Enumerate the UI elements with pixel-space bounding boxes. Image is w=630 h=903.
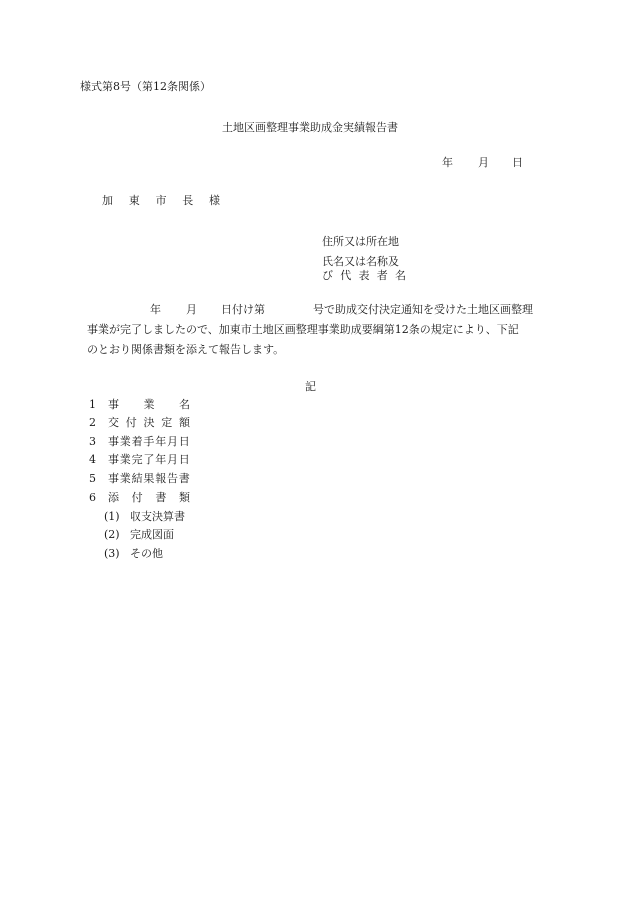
body-date-number-label: 日付け第 (221, 303, 265, 316)
item-number: 1 (89, 398, 96, 411)
sub-item-label: その他 (130, 547, 163, 560)
name-label-char: 表 (358, 269, 370, 282)
item-label: 事業結果報告書 (108, 472, 191, 485)
sub-item-number: (1) (104, 510, 120, 523)
item-label-char: 業 (143, 398, 155, 411)
name-label-char: 名 (395, 269, 406, 282)
item-label: 事業着手年月日 (108, 435, 191, 448)
addressee (102, 194, 220, 208)
document-title: 土地区画整理事業助成金実績報告書 (222, 121, 398, 134)
address-label: 住所又は所在地 (322, 235, 399, 248)
name-label-char: 者 (376, 269, 388, 282)
item-number: 5 (89, 472, 96, 485)
name-label-char: 代 (340, 269, 352, 282)
body-line2-text: 事業が完了しましたので、加東市土地区画整理事業助成要綱第12条の規定により、下記 (87, 323, 519, 336)
ki-heading: 記 (305, 380, 316, 393)
item-label-char: 定 (161, 416, 173, 429)
addressee-char: 東 (128, 194, 140, 207)
addressee-char: 様 (209, 194, 220, 207)
sub-item-label: 完成図面 (130, 528, 174, 541)
item-label: 事業完了年月日 (108, 453, 191, 466)
name-label-line2 (322, 269, 406, 283)
item-label-char: 付 (125, 416, 137, 429)
body-year-label: 年 (150, 303, 161, 316)
item-number: 2 (89, 416, 96, 429)
item-number: 6 (89, 491, 96, 504)
date-month-label: 月 (478, 156, 489, 169)
body-line1-text: 号で助成交付決定通知を受けた土地区画整理 (313, 303, 533, 316)
addressee-char: 加 (102, 194, 113, 207)
item-number: 3 (89, 435, 96, 448)
body-month-label: 月 (186, 303, 197, 316)
addressee-char: 市 (155, 194, 167, 207)
item-label-char: 額 (179, 416, 190, 429)
sub-item-number: (2) (104, 528, 120, 541)
addressee-char: 長 (182, 194, 194, 207)
name-label-char: び (322, 269, 333, 282)
item-label-char: 事 (108, 398, 119, 411)
item-label-char: 添 (108, 491, 119, 504)
item-label-char: 決 (143, 416, 155, 429)
item-label-char: 付 (131, 491, 143, 504)
item-label-char: 書 (155, 491, 167, 504)
item-label-char: 交 (108, 416, 119, 429)
sub-item-label: 収支決算書 (130, 510, 185, 523)
item-label (108, 398, 190, 412)
item-label (108, 491, 190, 505)
name-label-line1: 氏名又は名称及 (322, 255, 399, 268)
item-label-char: 名 (179, 398, 190, 411)
item-label (108, 416, 190, 430)
item-number: 4 (89, 453, 96, 466)
item-label-char: 類 (178, 491, 190, 504)
sub-item-number: (3) (104, 547, 120, 560)
body-line3-text: のとおり関係書類を添えて報告します。 (87, 343, 285, 356)
date-day-label: 日 (512, 156, 523, 169)
form-number: 様式第8号（第12条関係） (80, 80, 211, 93)
date-year-label: 年 (442, 156, 453, 169)
